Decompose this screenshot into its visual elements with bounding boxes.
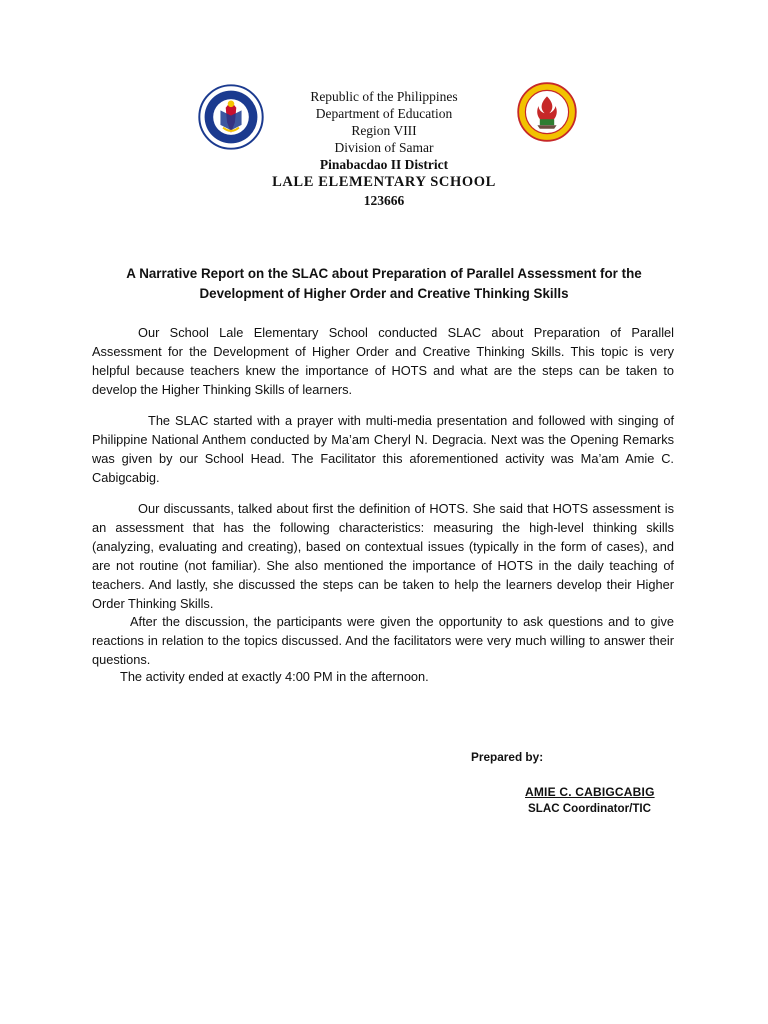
header-line-region: Region VIII	[351, 123, 417, 138]
header-school-id: 123666	[363, 193, 405, 208]
report-title: A Narrative Report on the SLAC about Preparation of Parallel Assessment for the Development of Higher Order and Creative Thinking Skills	[126, 266, 642, 301]
header-line-division: Division of Samar	[334, 140, 434, 155]
paragraph-opening: The SLAC started with a prayer with multi-media presentation and followed with singing of Philippine National Anthem conducted by Ma’am Cheryl N. Degracia. Next was the Opening Remarks was given by our School Head. The Facilitator this aforementioned activity was Ma’am Amie C. Cabigcabig.	[92, 413, 674, 485]
paragraph-discussion: Our discussants, talked about first the definition of HOTS. She said that HOTS assessment is an assessment that has the following characteristics: measuring the high-level thinking skills (analyzing, evaluating and creating), based on contextual issues (typically in the form of cases), and are not routine (not familiar). She also mentioned the importance of HOTS in the daily teaching of teachers. And lastly, she discussed the steps can be taken to help the learners develop their Higher Order Thinking Skills.	[92, 501, 674, 611]
header-school-name: LALE ELEMENTARY SCHOOL	[272, 174, 496, 190]
paragraph-open-forum: After the discussion, the participants were given the opportunity to ask questions and to give reactions in relation to the topics discussed. And the facilitators were very much willing to answer their questions.	[92, 614, 674, 667]
prepared-by-label: Prepared by:	[471, 750, 544, 764]
letterhead	[234, 88, 534, 209]
header-line-department: Department of Education	[315, 106, 453, 121]
paragraph-intro: Our School Lale Elementary School conducted SLAC about Preparation of Parallel Assessment for the Development of Higher Order and Creative Thinking Skills. This topic is very helpful because teachers knew the importance of HOTS and what are the steps can be taken to develop the Higher Thinking Skills of learners.	[92, 325, 674, 397]
header-line-republic: Republic of the Philippines	[310, 89, 458, 104]
paragraph-closing: The activity ended at exactly 4:00 PM in the afternoon.	[120, 669, 429, 684]
signatory-position: SLAC Coordinator/TIC	[528, 802, 652, 815]
signatory-name: AMIE C. CABIGCABIG	[525, 785, 655, 799]
header-district: Pinabacdao II District	[319, 157, 449, 172]
